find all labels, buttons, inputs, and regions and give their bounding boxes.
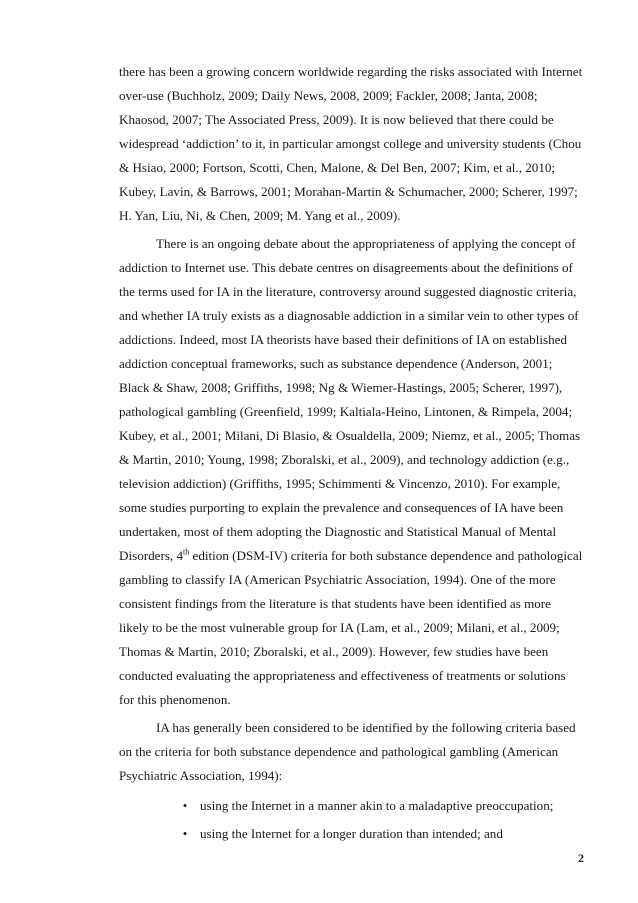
paragraph2-line-20: for this phenomenon. [119,692,231,707]
paragraph2-line-15: gambling to classify IA (American Psychiatric Association, 1994). One of the more [119,572,556,587]
superscript-ordinal: th [183,547,190,557]
paragraph2-line-17: likely to be the most vulnerable group for IA (Lam, et al., 2009; Milani, et al., 2009; [119,620,560,635]
paragraph2-line-13: undertaken, most of them adopting the Diagnostic and Statistical Manual of Mental [119,524,557,539]
paragraph1-line-4: widespread ‘addiction’ to it, in particular amongst college and university students (Chou [119,136,582,151]
page-number: 2 [578,851,584,865]
paragraph2-line-12: some studies purporting to explain the prevalence and consequences of IA have been [119,500,564,515]
paragraph3-line-3: Psychiatric Association, 1994): [119,768,283,783]
bullet-item-1: using the Internet in a manner akin to a maladaptive preoccupation; [200,798,554,813]
paragraph2-line-8: pathological gambling (Greenfield, 1999; Kaltiala-Heino, Lintonen, & Rimpela, 2004; [119,404,573,419]
paragraph1-line-6: Kubey, Lavin, & Barrows, 2001; Morahan-Martin & Schumacher, 2000; Scherer, 1997; [119,184,578,199]
paragraph1-line-5: & Hsiao, 2000; Fortson, Scotti, Chen, Malone, & Del Ben, 2007; Kim, et al., 2010; [119,160,556,175]
paragraph2-line-1: There is an ongoing debate about the appropriateness of applying the concept of [156,236,576,251]
paragraph1-line-3: Khaosod, 2007; The Associated Press, 2009). It is now believed that there could be [119,112,554,127]
paragraph2-line-2: addiction to Internet use. This debate centres on disagreements about the definitions of [119,260,573,275]
paragraph2-line-9: Kubey, et al., 2001; Milani, Di Blasio, & Osualdella, 2009; Niemz, et al., 2005; Thomas [119,428,581,443]
paragraph2-line-16: consistent findings from the literature is that students have been identified as more [119,596,551,611]
paragraph1-line-2: over-use (Buchholz, 2009; Daily News, 2008, 2009; Fackler, 2008; Janta, 2008; [119,88,538,103]
paragraph3-line-2: on the criteria for both substance dependence and pathological gambling (American [119,744,559,759]
bullet-icon: • [182,826,188,841]
sup-line-after: edition (DSM-IV) criteria for both substance dependence and pathological [189,548,583,563]
sup-line-before: Disorders, 4 [119,548,184,563]
paragraph2-line-4: and whether IA truly exists as a diagnosable addiction in a similar vein to other types of [119,308,579,323]
paragraph2-line-5: addictions. Indeed, most IA theorists have based their definitions of IA on established [119,332,568,347]
paragraph2-line-14 [119,547,584,565]
paragraph3-line-1: IA has generally been considered to be identified by the following criteria based [156,720,576,735]
paragraph2-line-6: addiction conceptual frameworks, such as substance dependence (Anderson, 2001; [119,356,553,371]
paragraph2-line-7: Black & Shaw, 2008; Griffiths, 1998; Ng & Wiemer-Hastings, 2005; Scherer, 1997), [119,380,563,395]
bullet-item-2: using the Internet for a longer duration than intended; and [200,826,503,841]
paragraph2-line-11: television addiction) (Griffiths, 1995; Schimmenti & Vincenzo, 2010). For example, [119,476,561,491]
paragraph2-line-18: Thomas & Martin, 2010; Zboralski, et al., 2009). However, few studies have been [119,644,549,659]
paragraph1-line-7: H. Yan, Liu, Ni, & Chen, 2009; M. Yang et al., 2009). [119,208,401,223]
paragraph1-line-1: there has been a growing concern worldwide regarding the risks associated with Internet [119,64,583,79]
paragraph2-line-19: conducted evaluating the appropriateness and effectiveness of treatments or solutions [119,668,566,683]
bullet-icon: • [182,798,188,813]
paragraph2-line-3: the terms used for IA in the literature, controversy around suggested diagnostic criteria, [119,284,577,299]
paragraph2-line-10: & Martin, 2010; Young, 1998; Zboralski, et al., 2009), and technology addiction (e.g., [119,452,570,467]
